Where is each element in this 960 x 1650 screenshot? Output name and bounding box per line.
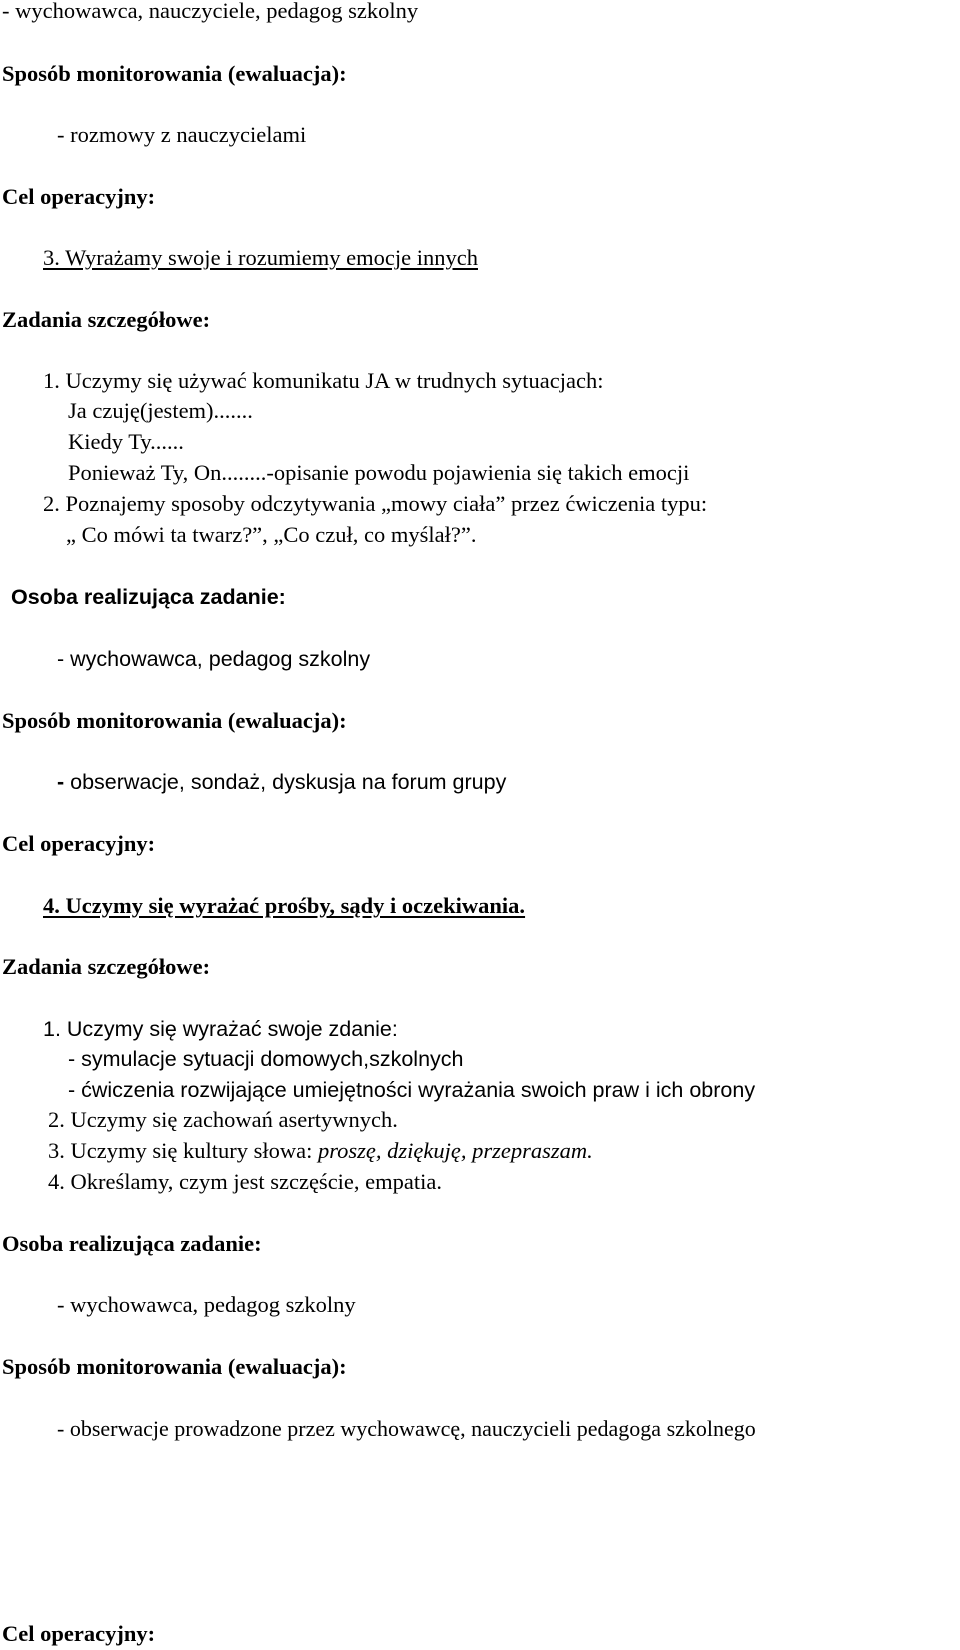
task-item: 2. Uczymy się zachowań asertywnych. [48,1107,398,1132]
task-item: 1. Uczymy się wyrażać swoje zdanie: [43,1017,398,1041]
task-item: - ćwiczenia rozwijające umiejętności wyrażania swoich praw i ich obrony [68,1078,756,1102]
person-item: - wychowawca, pedagog szkolny [57,1292,356,1317]
person-label: Osoba realizująca zadanie: [2,1231,262,1256]
monitoring-item: - obserwacje prowadzone przez wychowawcę, nauczycieli pedagoga szkolnego [57,1416,756,1441]
task-item: - symulacje sytuacji domowych,szkolnych [68,1047,464,1071]
goal-label: Cel operacyjny: [2,1621,156,1646]
tasks-label: Zadania szczegółowe: [2,307,211,332]
goal-title: 3. Wyrażamy swoje i rozumiemy emocje innych [43,245,478,270]
monitoring-label: Sposób monitorowania (ewaluacja): [2,1354,347,1379]
tasks-label: Zadania szczegółowe: [2,954,211,979]
task-item [48,1137,593,1165]
monitoring-label: Sposób monitorowania (ewaluacja): [2,61,347,86]
goal-label: Cel operacyjny: [2,831,156,856]
task-item: Ponieważ Ty, On........-opisanie powodu pojawienia się takich emocji [68,460,690,485]
task-item: 2. Poznajemy sposoby odczytywania „mowy ciała” przez ćwiczenia typu: [43,491,708,516]
monitoring-item: - rozmowy z nauczycielami [57,122,307,147]
goal-title: 4. Uczymy się wyrażać prośby, sądy i oczekiwania. [43,893,526,918]
task-item: Kiedy Ty...... [68,429,184,454]
person-label: Osoba realizująca zadanie: [11,585,286,609]
task-item: 4. Określamy, czym jest szczęście, empatia. [48,1169,443,1194]
monitoring-item [57,768,506,796]
person-item: - wychowawca, nauczyciele, pedagog szkolny [2,0,419,23]
monitoring-text: obserwacje, sondaż, dyskusja na forum grupy [64,770,507,794]
task-emphasis: proszę, dziękuję, przepraszam. [317,1138,593,1163]
task-text: 3. Uczymy się kultury słowa: [48,1138,318,1163]
monitoring-dash: - [57,770,65,794]
person-item: - wychowawca, pedagog szkolny [57,647,371,671]
task-item: 1. Uczymy się używać komunikatu JA w trudnych sytuacjach: [43,368,604,393]
task-item: „ Co mówi ta twarz?”, „Co czuł, co myślał?”. [66,522,477,547]
goal-label: Cel operacyjny: [2,184,156,209]
task-item: Ja czuję(jestem)....... [68,398,253,423]
monitoring-label: Sposób monitorowania (ewaluacja): [2,708,347,733]
